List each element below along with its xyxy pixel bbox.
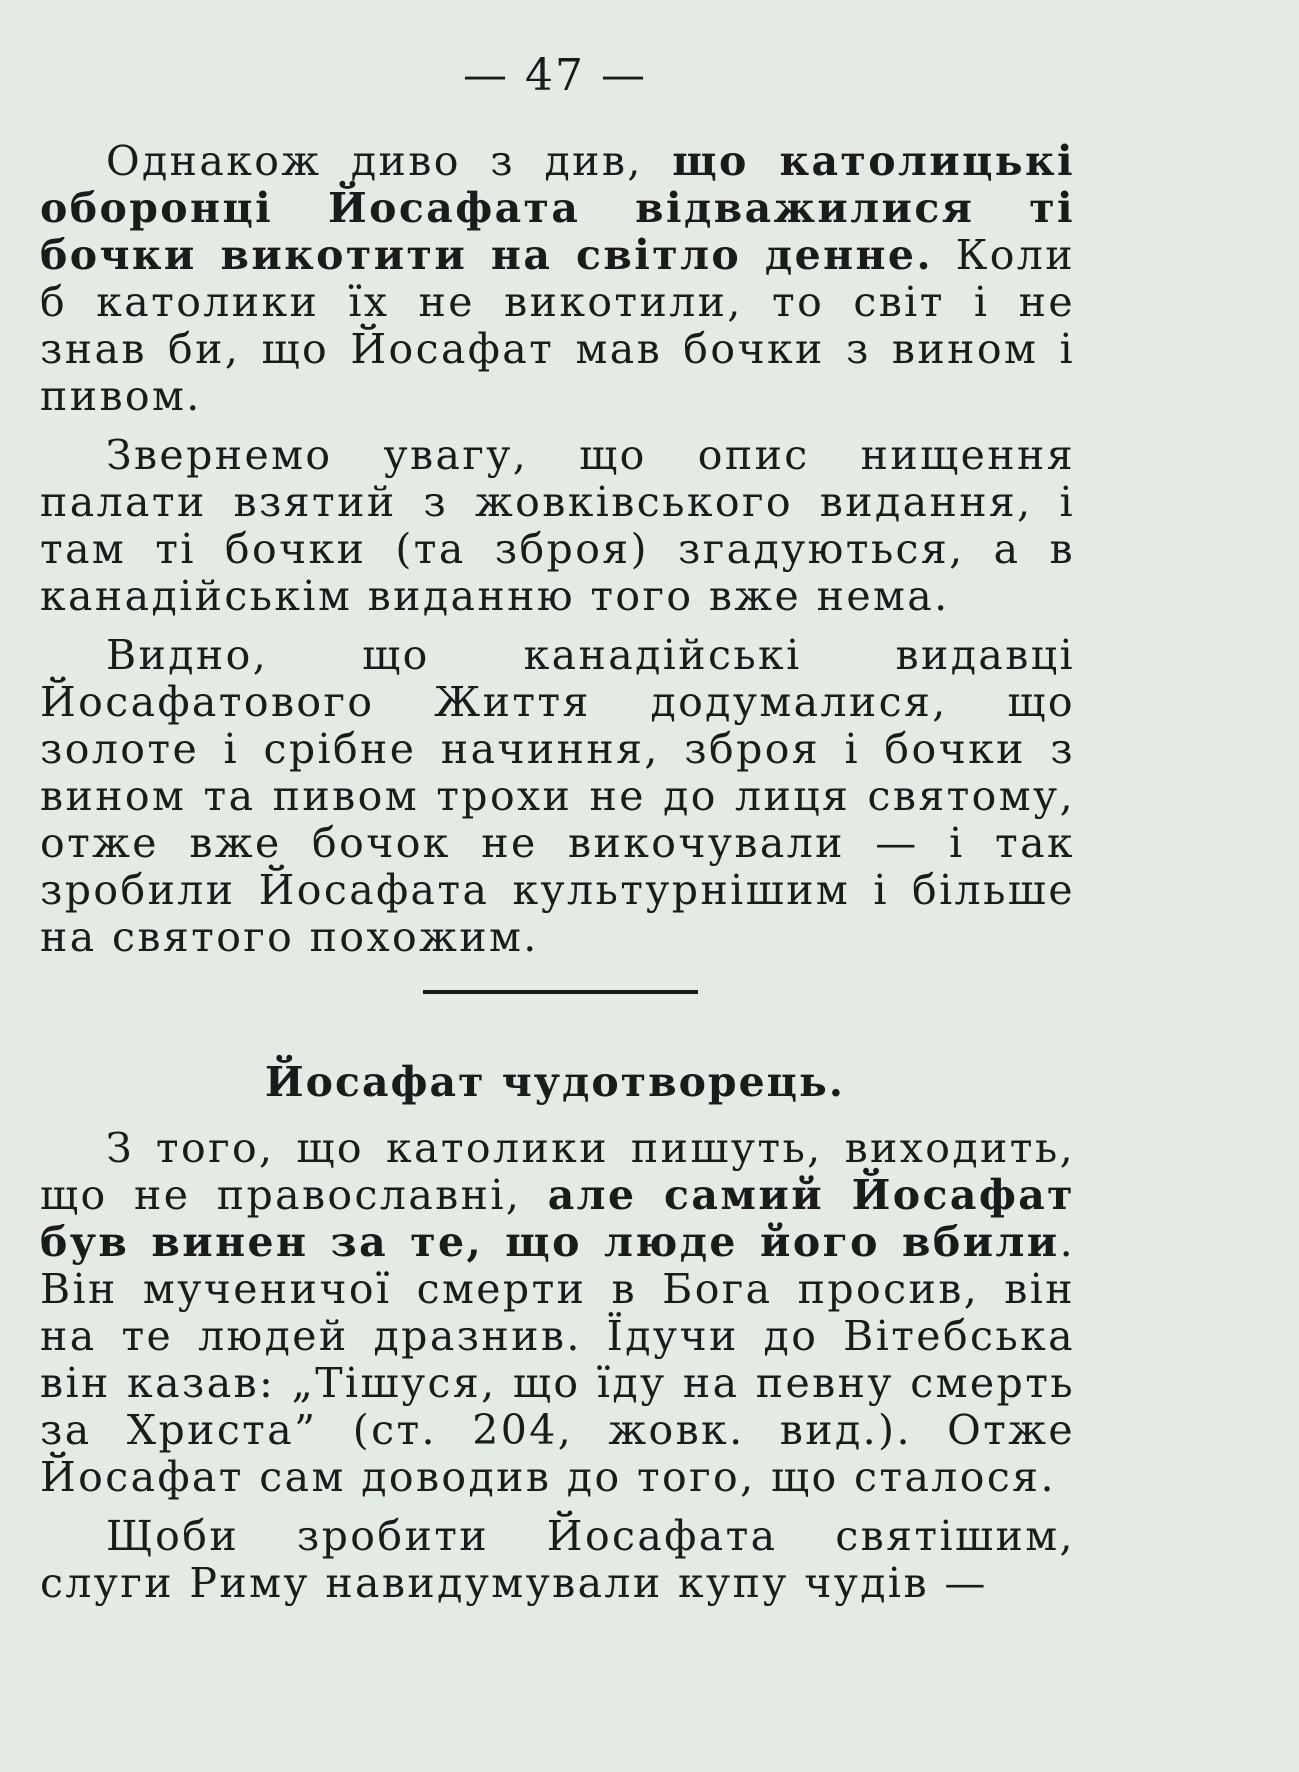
paragraph-5: Щоби зробити Йосафата святішим, слуги Риму навидумували купу чудів — [40,1512,1075,1607]
paragraph-4-text-a: З того, що католики пишуть, виходить, що не православні, [40,1124,1075,1219]
section-divider [423,990,698,994]
paragraph-1-bold: що католицькі оборонці Йосафата відважилися ті бочки викотити на світло денне. [40,137,1075,279]
page-number: — 47 — [463,50,647,101]
paragraph-3: Видно, що канадійські видавці Йосафатового Життя додумалися, що золоте і срібне начиння, зброя і бочки з вином та пивом трохи не до лиця святому, отже вже бочок не викочували — і так зробили Йосафата культурнішим і більше на святого похожим. [40,631,1075,961]
paragraph-4 [40,1125,1075,1501]
text-block-top [40,138,1075,973]
section-title: Йосафат чудотворець. [264,1058,846,1106]
paragraph-1-text-b: Коли б католики їх не викотили, то світ і не знав би, що Йосафат мав бочки з вином і пивом. [40,231,1075,420]
paragraph-2: Звернемо увагу, що опис нищення палати взятий з жовківського видання, і там ті бочки (та зброя) згадуються, а в канадійськім виданню того вже нема. [40,431,1075,620]
paragraph-4-bold: але самий Йосафат був винен за те, що люде його вбили [40,1171,1075,1266]
paragraph-1 [40,138,1075,420]
paragraph-4-text-b: . Він мученичої смерти в Бога просив, він на те людей дразнив. Їдучи до Вітебська він казав: „Тішуся, що їду на певну смерть за Христа” (ст. 204, жовк. вид.). Отже Йосафат сам доводив до того, що сталося. [40,1218,1075,1501]
text-block-bottom [40,1125,1075,1619]
paragraph-1-text-a: Однакож диво з див, [106,137,673,185]
